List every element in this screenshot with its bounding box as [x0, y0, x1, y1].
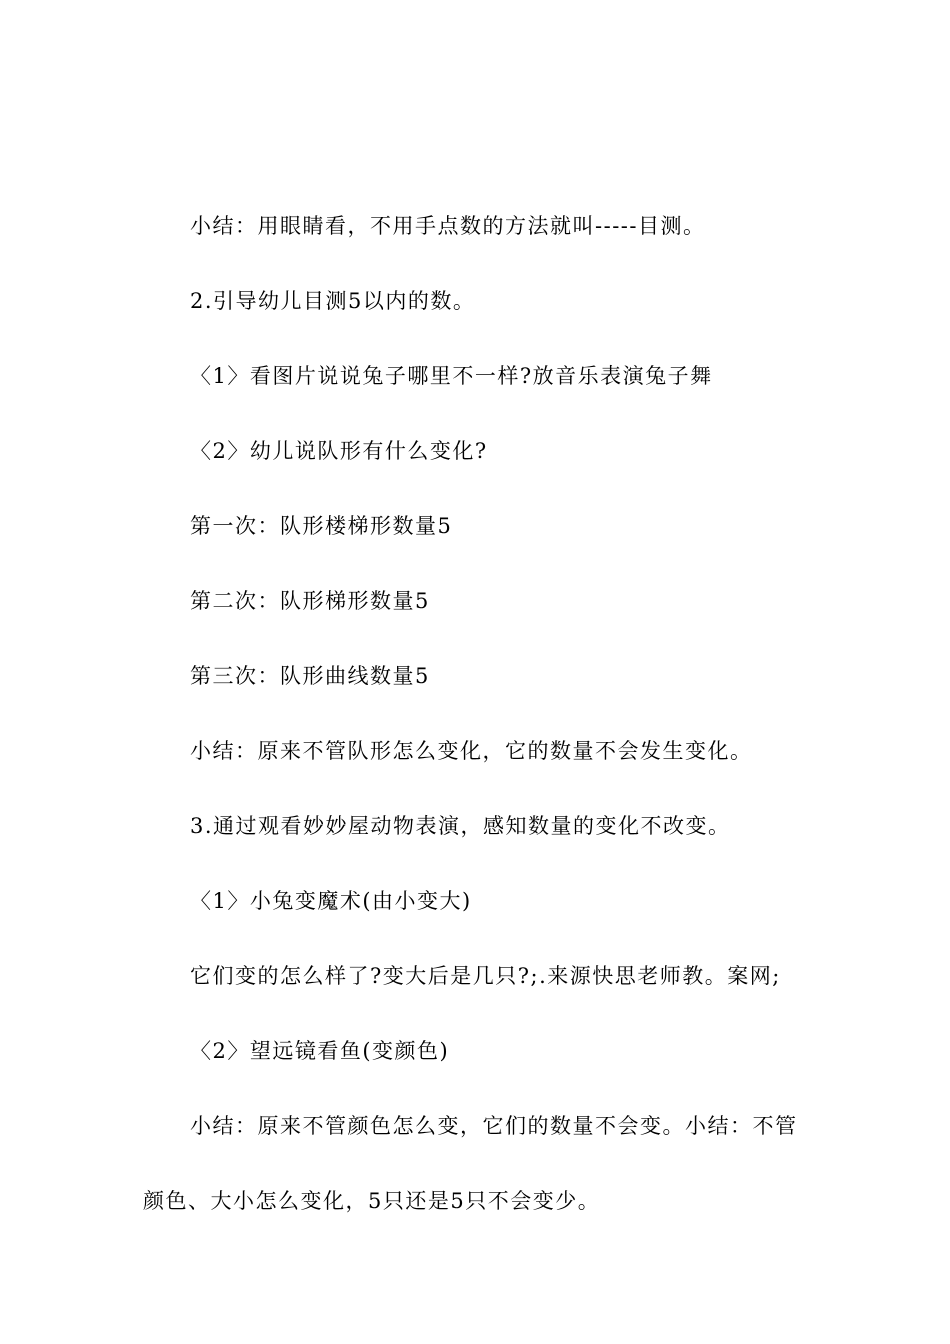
step-2-item-1: 〈1〉看图片说说兔子哪里不一样?放音乐表演兔子舞 — [190, 364, 713, 388]
step-2-item-2: 〈2〉幼儿说队形有什么变化? — [190, 439, 488, 463]
summary-visual-estimation: 小结：用眼睛看，不用手点数的方法就叫-----目测。 — [190, 214, 706, 238]
formation-first: 第一次：队形楼梯形数量5 — [190, 514, 453, 538]
step-3-heading: 3.通过观看妙妙屋动物表演，感知数量的变化不改变。 — [190, 814, 731, 838]
step-2-heading: 2.引导幼儿目测5以内的数。 — [190, 289, 476, 313]
summary-color: 小结：原来不管颜色怎么变，它们的数量不会变。小结：不管 — [190, 1114, 798, 1138]
formation-second: 第二次：队形梯形数量5 — [190, 589, 430, 613]
formation-third: 第三次：队形曲线数量5 — [190, 664, 430, 688]
step-3-item-1: 〈1〉小兔变魔术(由小变大) — [190, 889, 472, 913]
summary-continuation: 颜色、大小怎么变化，5只还是5只不会变少。 — [143, 1189, 601, 1213]
summary-formation: 小结：原来不管队形怎么变化，它的数量不会发生变化。 — [190, 739, 753, 763]
question-line: 它们变的怎么样了?变大后是几只?;.来源快思老师教。案网; — [190, 964, 781, 988]
step-3-item-2: 〈2〉望远镜看鱼(变颜色) — [190, 1039, 450, 1063]
